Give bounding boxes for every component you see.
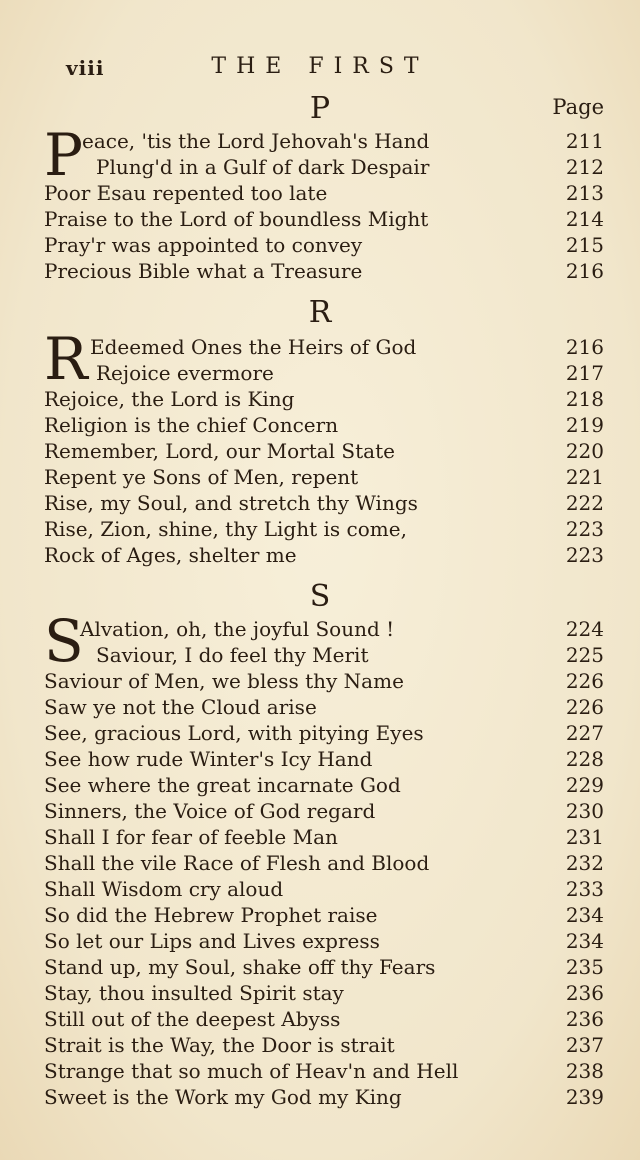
entry-page: 229	[565, 773, 604, 797]
entry-title: See, gracious Lord, with pitying Eyes	[44, 721, 424, 745]
index-entry	[44, 980, 604, 1006]
index-entry	[44, 616, 604, 642]
entry-title: Strange that so much of Heav'n and Hell	[44, 1059, 459, 1083]
entry-page: 220	[565, 439, 604, 463]
index-entry	[44, 464, 604, 490]
entry-title: Poor Esau repented too late	[44, 181, 328, 205]
entry-title: Praise to the Lord of boundless Might	[44, 207, 429, 231]
dropcap-s: S	[44, 607, 84, 675]
entry-title: Remember, Lord, our Mortal State	[44, 439, 395, 463]
dropcap-p: P	[44, 121, 84, 189]
entry-title: eace, 'tis the Lord Jehovah's Hand	[82, 129, 430, 153]
entry-title: Sweet is the Work my God my King	[44, 1085, 402, 1109]
entry-title: Strait is the Way, the Door is strait	[44, 1033, 395, 1057]
index-entry	[44, 154, 604, 180]
entry-page: 236	[565, 981, 604, 1005]
index-entry	[44, 1032, 604, 1058]
index-entry	[44, 876, 604, 902]
index-entry	[44, 334, 604, 360]
entry-page: 213	[565, 181, 604, 205]
page-column-label: Page	[552, 95, 604, 119]
entry-page: 232	[565, 851, 604, 875]
index-entry	[44, 1084, 604, 1110]
index-entry	[44, 746, 604, 772]
entry-page: 233	[565, 877, 604, 901]
entry-page: 228	[565, 747, 604, 771]
index-entry	[44, 206, 604, 232]
index-entry	[44, 824, 604, 850]
index-entry	[44, 954, 604, 980]
entry-title: Rejoice evermore	[96, 361, 274, 385]
entry-page: 216	[565, 259, 604, 283]
entry-title: Edeemed Ones the Heirs of God	[90, 335, 417, 359]
index-entry	[44, 360, 604, 386]
entry-title: Religion is the chief Concern	[44, 413, 339, 437]
entry-page: 222	[565, 491, 604, 515]
entry-title: See where the great incarnate God	[44, 773, 401, 797]
index-entry	[44, 772, 604, 798]
section-heading-p: P	[309, 91, 331, 126]
entry-title: Stand up, my Soul, shake off thy Fears	[44, 955, 436, 979]
entry-title: Repent ye Sons of Men, repent	[44, 465, 359, 489]
entry-page: 230	[565, 799, 604, 823]
entry-page: 234	[565, 929, 604, 953]
index-entry	[44, 850, 604, 876]
entry-page: 216	[565, 335, 604, 359]
entry-title: Rejoice, the Lord is King	[44, 387, 295, 411]
entry-page: 215	[565, 233, 604, 257]
index-entry	[44, 386, 604, 412]
entry-page: 226	[565, 669, 604, 693]
entry-title: Saviour, I do feel thy Merit	[96, 643, 369, 667]
entry-page: 219	[565, 413, 604, 437]
dropcap-r: R	[44, 325, 88, 393]
index-entry	[44, 180, 604, 206]
entry-page: 225	[565, 643, 604, 667]
index-entry	[44, 258, 604, 284]
entry-page: 238	[565, 1059, 604, 1083]
entry-page: 234	[565, 903, 604, 927]
entry-title: Shall I for fear of feeble Man	[44, 825, 338, 849]
index-entry	[44, 798, 604, 824]
index-entry	[44, 1058, 604, 1084]
entry-title: Pray'r was appointed to convey	[44, 233, 363, 257]
entry-title: Sinners, the Voice of God regard	[44, 799, 376, 823]
entry-page: 235	[565, 955, 604, 979]
index-entry	[44, 902, 604, 928]
entry-title: Precious Bible what a Treasure	[44, 259, 363, 283]
index-entry	[44, 128, 604, 154]
entry-title: Shall Wisdom cry aloud	[44, 877, 284, 901]
entry-page: 226	[565, 695, 604, 719]
index-entry	[44, 438, 604, 464]
index-entry	[44, 516, 604, 542]
entry-title: Alvation, oh, the joyful Sound !	[80, 617, 395, 641]
entry-page: 211	[565, 129, 604, 153]
entry-page: 221	[565, 465, 604, 489]
entry-page: 236	[565, 1007, 604, 1031]
index-entry	[44, 694, 604, 720]
section-heading-r: R	[308, 295, 332, 330]
entry-page: 223	[565, 517, 604, 541]
index-entry	[44, 642, 604, 668]
section-heading-s: S	[309, 579, 331, 614]
entry-title: See how rude Winter's Icy Hand	[44, 747, 373, 771]
entry-page: 223	[565, 543, 604, 567]
entry-page: 224	[565, 617, 604, 641]
entry-title: Rise, Zion, shine, thy Light is come,	[44, 517, 407, 541]
entry-title: Stay, thou insulted Spirit stay	[44, 981, 344, 1005]
running-title: THE FIRST	[211, 54, 429, 79]
entry-title: Plung'd in a Gulf of dark Despair	[96, 155, 430, 179]
index-entry	[44, 490, 604, 516]
index-entry	[44, 928, 604, 954]
entry-page: 231	[565, 825, 604, 849]
index-entry	[44, 720, 604, 746]
entry-page: 237	[565, 1033, 604, 1057]
entry-title: Rock of Ages, shelter me	[44, 543, 297, 567]
entry-page: 239	[565, 1085, 604, 1109]
index-entry	[44, 412, 604, 438]
index-entry	[44, 1006, 604, 1032]
page-folio: viii	[66, 56, 105, 80]
entry-title: Rise, my Soul, and stretch thy Wings	[44, 491, 418, 515]
index-entry	[44, 542, 604, 568]
entry-title: So did the Hebrew Prophet raise	[44, 903, 378, 927]
entry-title: Still out of the deepest Abyss	[44, 1007, 341, 1031]
entry-page: 217	[565, 361, 604, 385]
index-entry	[44, 232, 604, 258]
entry-page: 214	[565, 207, 604, 231]
index-entry	[44, 668, 604, 694]
entry-title: Shall the vile Race of Flesh and Blood	[44, 851, 430, 875]
entry-title: Saviour of Men, we bless thy Name	[44, 669, 404, 693]
entry-title: Saw ye not the Cloud arise	[44, 695, 317, 719]
entry-page: 227	[565, 721, 604, 745]
entry-page: 218	[565, 387, 604, 411]
entry-title: So let our Lips and Lives express	[44, 929, 380, 953]
running-header	[40, 52, 600, 86]
entry-page: 212	[565, 155, 604, 179]
